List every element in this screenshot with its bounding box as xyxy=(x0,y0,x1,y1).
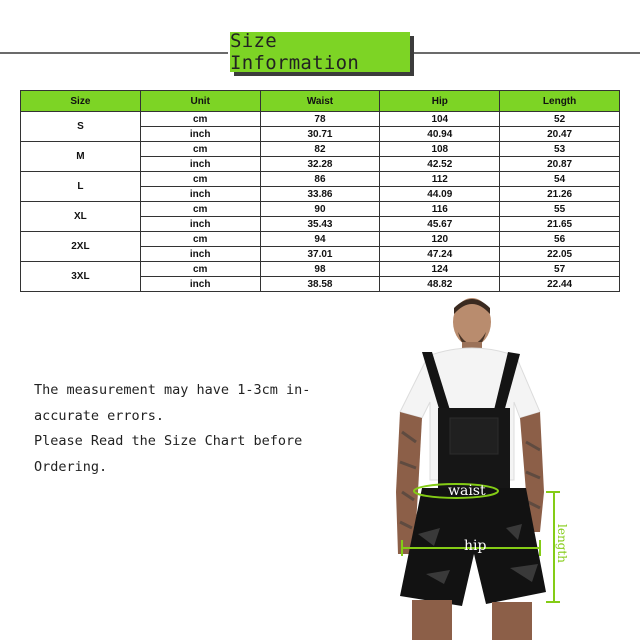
hip-cell: 45.67 xyxy=(380,217,500,232)
waist-label: waist xyxy=(448,483,486,499)
size-label: 3XL xyxy=(21,262,141,292)
length-cell: 21.65 xyxy=(500,217,620,232)
table-row xyxy=(21,202,620,217)
length-cell: 20.87 xyxy=(500,157,620,172)
table-row xyxy=(21,262,620,277)
hip-cell: 104 xyxy=(380,112,500,127)
size-label: M xyxy=(21,142,141,172)
header-rule-left xyxy=(0,52,228,54)
table-header-row xyxy=(21,91,620,112)
note-line: Please Read the Size Chart before xyxy=(34,433,303,449)
size-label: XL xyxy=(21,202,141,232)
unit-cell: cm xyxy=(140,112,260,127)
hip-label: hip xyxy=(464,538,487,554)
length-cell: 22.44 xyxy=(500,277,620,292)
unit-cell: cm xyxy=(140,202,260,217)
hip-cell: 116 xyxy=(380,202,500,217)
size-label: 2XL xyxy=(21,232,141,262)
waist-cell: 35.43 xyxy=(260,217,380,232)
table-row xyxy=(21,142,620,157)
unit-cell: inch xyxy=(140,217,260,232)
waist-cell: 82 xyxy=(260,142,380,157)
waist-cell: 78 xyxy=(260,112,380,127)
length-cell: 57 xyxy=(500,262,620,277)
length-cell: 56 xyxy=(500,232,620,247)
unit-cell: inch xyxy=(140,157,260,172)
length-cell: 53 xyxy=(500,142,620,157)
unit-cell: cm xyxy=(140,172,260,187)
size-label: L xyxy=(21,172,141,202)
length-cell: 21.26 xyxy=(500,187,620,202)
length-cell: 20.47 xyxy=(500,127,620,142)
waist-cell: 38.58 xyxy=(260,277,380,292)
note-line: The measurement may have 1-3cm in- xyxy=(34,382,311,398)
hip-cell: 44.09 xyxy=(380,187,500,202)
length-cell: 54 xyxy=(500,172,620,187)
table-row xyxy=(21,172,620,187)
waist-cell: 86 xyxy=(260,172,380,187)
measurement-note xyxy=(34,378,334,480)
column-header-hip: Hip xyxy=(380,91,500,112)
hip-cell: 42.52 xyxy=(380,157,500,172)
model-photo xyxy=(370,292,569,640)
waist-cell: 37.01 xyxy=(260,247,380,262)
waist-cell: 90 xyxy=(260,202,380,217)
table-row xyxy=(21,112,620,127)
unit-cell: cm xyxy=(140,142,260,157)
overall-bib-pocket xyxy=(450,418,498,454)
hip-cell: 124 xyxy=(380,262,500,277)
waist-cell: 30.71 xyxy=(260,127,380,142)
length-cell: 55 xyxy=(500,202,620,217)
header-rule-right xyxy=(412,52,640,54)
unit-cell: inch xyxy=(140,127,260,142)
unit-cell: cm xyxy=(140,232,260,247)
waist-cell: 32.28 xyxy=(260,157,380,172)
waist-cell: 33.86 xyxy=(260,187,380,202)
hip-cell: 48.82 xyxy=(380,277,500,292)
table-row xyxy=(21,232,620,247)
unit-cell: inch xyxy=(140,277,260,292)
model-right-leg xyxy=(492,602,532,640)
page-title: Size Information xyxy=(230,30,360,74)
model-left-leg xyxy=(412,600,452,640)
waist-cell: 94 xyxy=(260,232,380,247)
hip-cell: 112 xyxy=(380,172,500,187)
length-cell: 52 xyxy=(500,112,620,127)
hip-cell: 120 xyxy=(380,232,500,247)
column-header-size: Size xyxy=(21,91,141,112)
hip-cell: 108 xyxy=(380,142,500,157)
unit-cell: inch xyxy=(140,247,260,262)
size-table xyxy=(20,90,620,292)
column-header-unit: Unit xyxy=(140,91,260,112)
hip-cell: 47.24 xyxy=(380,247,500,262)
unit-cell: cm xyxy=(140,262,260,277)
note-line: accurate errors. xyxy=(34,407,165,424)
unit-cell: inch xyxy=(140,187,260,202)
note-line: Ordering. xyxy=(34,458,108,475)
column-header-waist: Waist xyxy=(260,91,380,112)
length-cell: 22.05 xyxy=(500,247,620,262)
hip-cell: 40.94 xyxy=(380,127,500,142)
size-label: S xyxy=(21,112,141,142)
column-header-length: Length xyxy=(500,91,620,112)
waist-cell: 98 xyxy=(260,262,380,277)
header-banner xyxy=(230,32,410,72)
length-label: length xyxy=(555,524,569,563)
